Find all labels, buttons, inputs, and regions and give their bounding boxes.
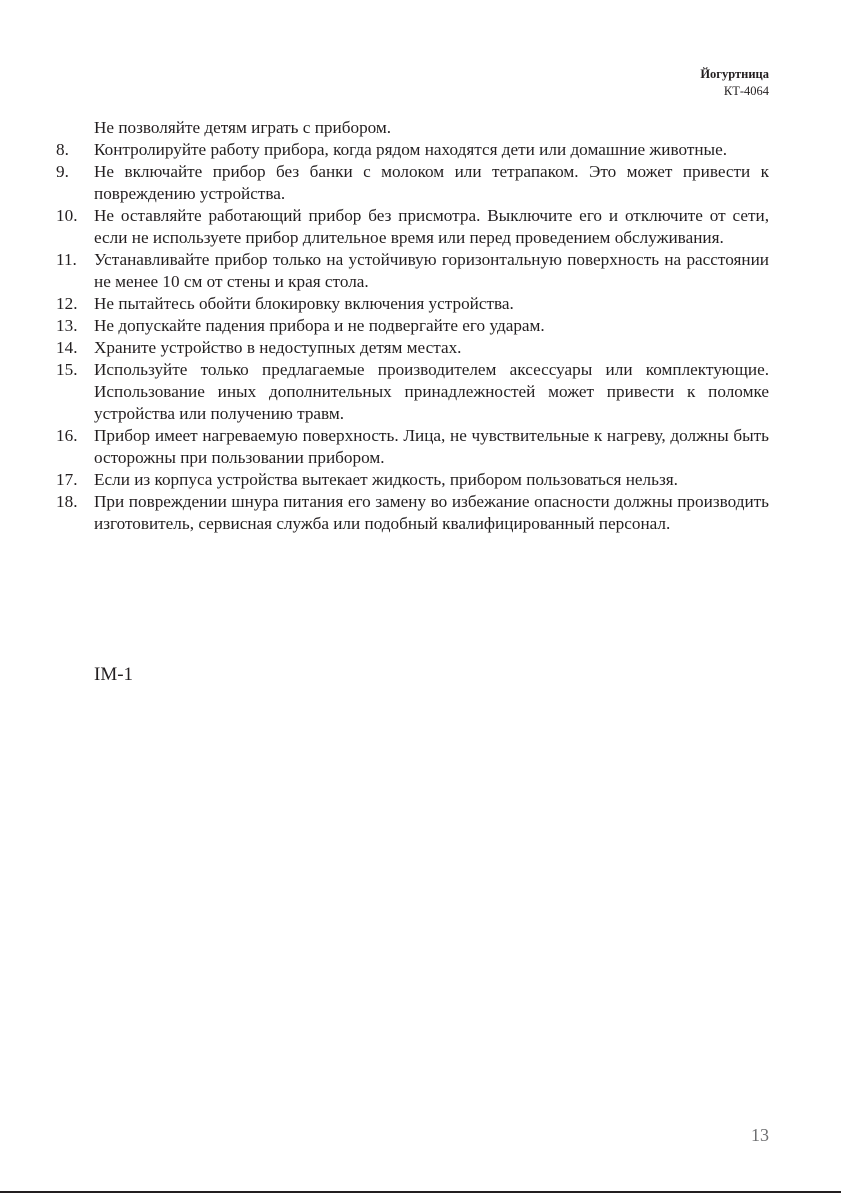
item-number: 16. xyxy=(56,426,78,445)
product-model: КТ-4064 xyxy=(723,84,769,98)
item-text: При повреждении шнура питания его замену во избежание опасности должны производить изготовитель, сервисная служба или подобный квалифицированный персонал. xyxy=(94,492,769,533)
page-header xyxy=(700,66,769,100)
item-text: Используйте только предлагаемые производителем аксессуары или комплектующие. Использование иных дополнительных принадлежностей может привести к поломке устройства или получению травм. xyxy=(94,360,769,423)
item-number: 12. xyxy=(56,294,78,313)
list-item xyxy=(56,139,769,161)
page-number: 13 xyxy=(751,1125,769,1145)
item-text: Прибор имеет нагреваемую поверхность. Лица, не чувствительные к нагреву, должны быть осторожны при пользовании прибором. xyxy=(94,426,769,467)
document-code: IM-1 xyxy=(94,664,134,685)
item-number: 14. xyxy=(56,338,78,357)
list-item xyxy=(56,469,769,491)
list-item xyxy=(56,315,769,337)
list-item xyxy=(56,205,769,249)
list-item xyxy=(56,425,769,469)
list-item xyxy=(56,359,769,425)
item-text: Устанавливайте прибор только на устойчивую горизонтальную поверхность на расстоянии не менее 10 см от стены и края стола. xyxy=(94,250,769,291)
list-item xyxy=(56,249,769,293)
safety-instructions xyxy=(56,117,769,535)
list-item xyxy=(56,491,769,535)
item-text: Храните устройство в недоступных детям местах. xyxy=(94,338,462,357)
item-number: 8. xyxy=(56,140,69,159)
item-number: 13. xyxy=(56,316,78,335)
item-number: 11. xyxy=(56,250,77,269)
item-text: Не допускайте падения прибора и не подвергайте его ударам. xyxy=(94,316,545,335)
item-text: Не включайте прибор без банки с молоком или тетрапаком. Это может привести к повреждению устройства. xyxy=(94,162,769,203)
item-text: Не оставляйте работающий прибор без присмотра. Выключите его и отключите от сети, если не используете прибор длительное время или перед проведением обслуживания. xyxy=(94,206,769,247)
item-number: 9. xyxy=(56,162,69,181)
item-text: Не пытайтесь обойти блокировку включения устройства. xyxy=(94,294,514,313)
item-number: 10. xyxy=(56,206,78,225)
item-number: 17. xyxy=(56,470,78,489)
item-number: 15. xyxy=(56,360,78,379)
list-item xyxy=(56,293,769,315)
continuation-line: Не позволяйте детям играть с прибором. xyxy=(94,118,392,137)
item-text: Контролируйте работу прибора, когда рядом находятся дети или домашние животные. xyxy=(94,140,728,159)
list-item xyxy=(56,337,769,359)
product-title: Йогуртница xyxy=(700,67,769,81)
list-item xyxy=(56,161,769,205)
item-text: Если из корпуса устройства вытекает жидкость, прибором пользоваться нельзя. xyxy=(94,470,678,489)
item-number: 18. xyxy=(56,492,78,511)
